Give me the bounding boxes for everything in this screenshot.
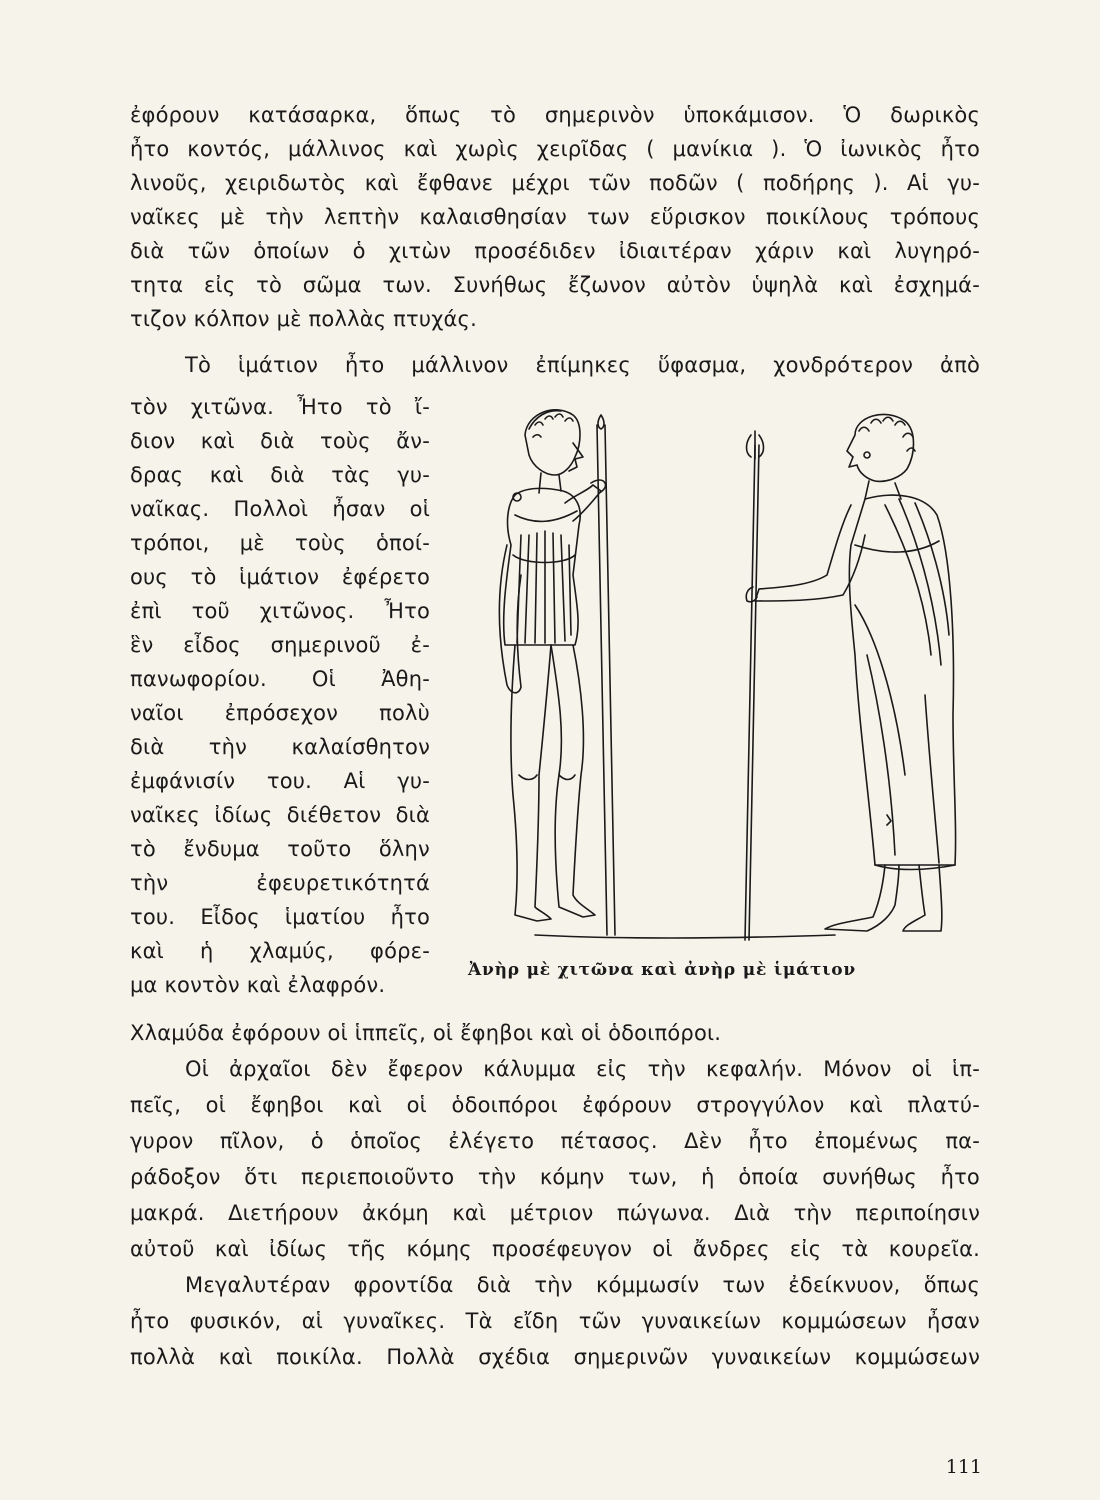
text-line: διον καὶ διὰ τοὺς ἄν- — [130, 429, 430, 453]
text-line: πεῖς, οἱ ἔφηβοι καὶ οἱ ὁδοιπόροι ἐφόρουν στρογγύλον καὶ πλατύ- — [130, 1093, 980, 1117]
text-line: διὰ τὴν καλαίσθητον — [130, 735, 430, 759]
man-in-chiton-icon — [499, 410, 615, 935]
text-line: δρας καὶ διὰ τὰς γυ- — [130, 463, 430, 487]
illustration — [455, 395, 985, 955]
text-line: μακρά. Διετήρουν ἀκόμη καὶ μέτριον πώγωνα. Διὰ τὴν περιποίησιν — [130, 1201, 980, 1225]
text-line: διὰ τῶν ὁποίων ὁ χιτὼν προσέδιδεν ἰδιαιτέραν χάριν καὶ λυγηρό- — [130, 239, 980, 263]
text-line: Τὸ ἱμάτιον ἦτο μάλλινον ἐπίμηκες ὕφασμα, χονδρότερον ἀπὸ — [185, 353, 980, 377]
text-line: ἓν εἶδος σημερινοῦ ἐ- — [130, 633, 430, 657]
text-line: Μεγαλυτέραν φροντίδα διὰ τὴν κόμμωσίν των ἐδείκνυον, ὅπως — [185, 1273, 980, 1297]
text-line: ους τὸ ἱμάτιον ἐφέρετο — [130, 565, 430, 589]
text-line: Χλαμύδα ἐφόρουν οἱ ἱππεῖς, οἱ ἔφηβοι καὶ οἱ ὁδοιπόροι. — [130, 1021, 722, 1045]
text-line: ἐμφάνισίν του. Αἱ γυ- — [130, 769, 430, 793]
text-line: πανωφορίου. Οἱ Ἀθη- — [130, 667, 430, 691]
text-line: μα κοντὸν καὶ ἐλαφρόν. — [130, 973, 386, 997]
man-in-himation-icon — [745, 414, 956, 940]
text-line: ναῖκες ἰδίως διέθετον διὰ — [130, 803, 430, 827]
text-line: ἦτο φυσικόν, αἱ γυναῖκες. Τὰ εἴδη τῶν γυναικείων κομμώσεων ἦσαν — [130, 1309, 980, 1333]
figure-caption: Ἀνὴρ μὲ χιτῶνα καὶ ἀνὴρ μὲ ἱμάτιον — [468, 960, 856, 980]
text-line: ἦτο κοντός, μάλλινος καὶ χωρὶς χειρῖδας ( μανίκια ). Ὁ ἰωνικὸς ἦτο — [130, 137, 980, 161]
text-line: πολλὰ καὶ ποικίλα. Πολλὰ σχέδια σημερινῶν γυναικείων κομμώσεων — [130, 1345, 980, 1369]
text-line: τὸ ἔνδυμα τοῦτο ὅλην — [130, 837, 430, 861]
text-line: ναῖοι ἐπρόσεχον πολὺ — [130, 701, 430, 725]
text-line: λινοῦς, χειριδωτὸς καὶ ἔφθανε μέχρι τῶν ποδῶν ( ποδήρης ). Αἱ γυ- — [130, 171, 980, 195]
text-line: Οἱ ἀρχαῖοι δὲν ἔφερον κάλυμμα εἰς τὴν κεφαλήν. Μόνον οἱ ἱπ- — [185, 1057, 980, 1081]
ground-line — [535, 935, 835, 938]
text-line: ράδοξον ὅτι περιεποιοῦντο τὴν κόμην των, ἡ ὁποία συνήθως ἦτο — [130, 1165, 980, 1189]
text-line: ναῖκες μὲ τὴν λεπτὴν καλαισθησίαν των εὕρισκον ποικίλους τρόπους — [130, 205, 980, 229]
text-line: αὐτοῦ καὶ ἰδίως τῆς κόμης προσέφευγον οἱ ἄνδρες εἰς τὰ κουρεῖα. — [130, 1237, 980, 1261]
text-line: ναῖκας. Πολλοὶ ἦσαν οἱ — [130, 497, 430, 521]
text-line: καὶ ἡ χλαμύς, φόρε- — [130, 939, 430, 963]
text-line: τητα εἰς τὸ σῶμα των. Συνήθως ἔζωνον αὐτὸν ὑψηλὰ καὶ ἐσχημά- — [130, 273, 980, 297]
text-line: τρόποι, μὲ τοὺς ὁποί- — [130, 531, 430, 555]
text-line: γυρον πῖλον, ὁ ὁποῖος ἐλέγετο πέτασος. Δὲν ἦτο ἐπομένως πα- — [130, 1129, 980, 1153]
text-line: του. Εἶδος ἱματίου ἦτο — [130, 905, 430, 929]
text-line: ἐφόρουν κατάσαρκα, ὅπως τὸ σημερινὸν ὑποκάμισον. Ὁ δωρικὸς — [130, 103, 980, 127]
text-line: τιζον κόλπον μὲ πολλὰς πτυχάς. — [130, 307, 477, 331]
text-line: τὴν ἐφευρετικότητά — [130, 871, 430, 895]
text-line: ἐπὶ τοῦ χιτῶνος. Ἦτο — [130, 599, 430, 623]
text-line: τὸν χιτῶνα. Ἦτο τὸ ἴ- — [130, 395, 430, 419]
page-number: 111 — [945, 1456, 982, 1478]
